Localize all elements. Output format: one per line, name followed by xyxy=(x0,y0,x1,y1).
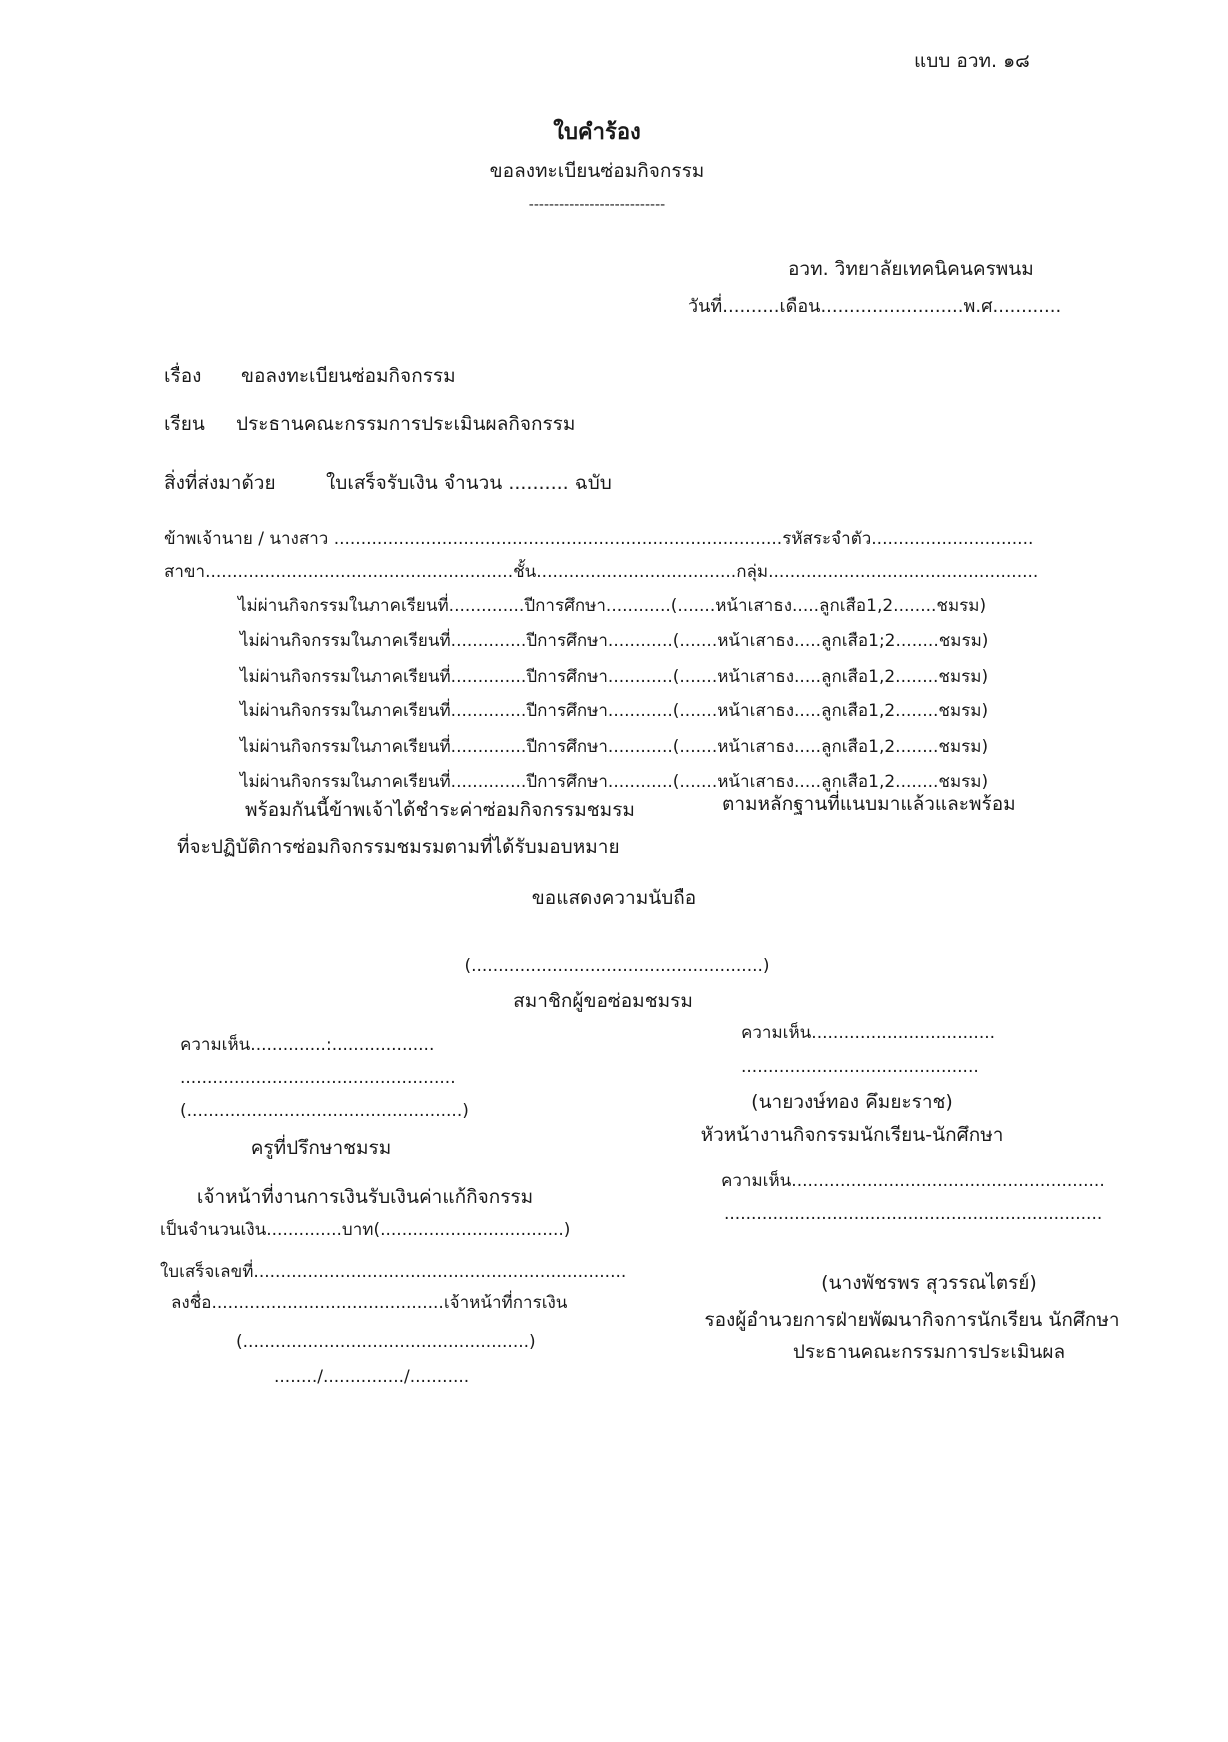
failed-activity-row[interactable]: ไม่ผ่านกิจกรรมในภาคเรียนที่..............ปีการศึกษา............(.......หน้าเสาธง.....ลูกเสือ1,2........ชมรม) xyxy=(238,596,987,616)
head-role: หัวหน้างานกิจกรรมนักเรียน-นักศึกษา xyxy=(700,1124,1004,1146)
advisor-opinion-line[interactable]: ................................................... xyxy=(180,1068,456,1088)
failed-activity-row[interactable]: ไม่ผ่านกิจกรรมในภาคเรียนที่..............ปีการศึกษา............(.......หน้าเสาธง.....ลูกเสือ1,2........ชมรม) xyxy=(240,772,989,792)
subject-value: ขอลงทะเบียนซ่อมกิจกรรม xyxy=(241,365,456,387)
applicant-role: สมาชิกผู้ขอซ่อมชมรม xyxy=(513,990,693,1012)
failed-activity-row[interactable]: ไม่ผ่านกิจกรรมในภาคเรียนที่..............ปีการศึกษา............(.......หน้าเสาธง.....ลูกเสือ1,2........ชมรม) xyxy=(240,667,989,687)
finance-date[interactable]: ......../.............../........... xyxy=(274,1367,470,1387)
organization: อวท. วิทยาลัยเทคนิคนครพนม xyxy=(788,258,1034,280)
head-opinion-line[interactable]: ............................................ xyxy=(741,1057,979,1077)
chair-name: (นางพัชรพร สุวรรณไตรย์) xyxy=(821,1272,1037,1294)
attachment-label: สิ่งที่ส่งมาด้วย xyxy=(164,472,276,494)
advisor-role: ครูที่ปรึกษาชมรม xyxy=(250,1137,392,1159)
advisor-opinion[interactable]: ความเห็น..............:................... xyxy=(180,1035,435,1055)
chair-role-2: ประธานคณะกรรมการประเมินผล xyxy=(792,1341,1066,1363)
statement-part-2: ตามหลักฐานที่แนบมาแล้วและพร้อม xyxy=(722,793,1016,815)
advisor-signature[interactable]: (...................................................) xyxy=(180,1101,469,1121)
attachment-value: ใบเสร็จรับเงิน จำนวน .......... ฉบับ xyxy=(326,472,612,494)
branch-field-line[interactable]: สาขา.........................................................ชั้น.....................................กลุ่ม.................................................. xyxy=(164,562,1039,582)
receipt-number-field[interactable]: ใบเสร็จเลขที่..................................................................... xyxy=(160,1262,627,1282)
finance-signed-field[interactable]: ลงชื่อ...........................................เจ้าหน้าที่การเงิน xyxy=(171,1293,568,1313)
applicant-signature[interactable]: (......................................................) xyxy=(464,956,770,976)
to-value: ประธานคณะกรรมการประเมินผลกิจกรรม xyxy=(236,413,576,435)
statement-part-1: พร้อมกันนี้ข้าพเจ้าได้ชำระค่าซ่อมกิจกรรมชมรม xyxy=(245,799,635,821)
statement-part-3: ที่จะปฏิบัติการซ่อมกิจกรรมชมรมตามที่ได้รับมอบหมาย xyxy=(177,836,620,858)
name-field-line[interactable]: ข้าพเจ้านาย / นางสาว ...................................................................................รหัสระจำตัว.............................. xyxy=(164,529,1034,549)
to-label: เรียน xyxy=(164,413,205,435)
failed-activity-row[interactable]: ไม่ผ่านกิจกรรมในภาคเรียนที่..............ปีการศึกษา............(.......หน้าเสาธง.....ลูกเสือ1,2........ชมรม) xyxy=(240,737,989,757)
separator: --------------------------- xyxy=(528,197,666,213)
chair-opinion[interactable]: ความเห็น.......................................................... xyxy=(721,1171,1105,1191)
head-opinion[interactable]: ความเห็น.................................. xyxy=(741,1023,996,1043)
closing: ขอแสดงความนับถือ xyxy=(531,887,697,909)
form-title: ใบคำร้อง xyxy=(553,120,641,145)
failed-activity-row[interactable]: ไม่ผ่านกิจกรรมในภาคเรียนที่..............ปีการศึกษา............(.......หน้าเสาธง.....ลูกเสือ1,2........ชมรม) xyxy=(240,701,989,721)
chair-opinion-line[interactable]: ...................................................................... xyxy=(724,1204,1103,1224)
form-subtitle: ขอลงทะเบียนซ่อมกิจกรรม xyxy=(489,160,705,182)
subject-label: เรื่อง xyxy=(164,365,202,387)
finance-signature[interactable]: (.....................................................) xyxy=(236,1332,536,1352)
finance-title: เจ้าหน้าที่งานการเงินรับเงินค่าแก้กิจกรรม xyxy=(196,1186,534,1208)
form-code: แบบ อวท. ๑๘ xyxy=(914,50,1030,72)
amount-field[interactable]: เป็นจำนวนเงิน..............บาท(..................................) xyxy=(160,1220,571,1240)
date-line: วันที่..........เดือน.........................พ.ศ............ xyxy=(688,296,1062,317)
head-name: (นายวงษ์ทอง คึมยะราช) xyxy=(751,1091,953,1113)
chair-role-1: รองผู้อำนวยการฝ่ายพัฒนากิจการนักเรียน นักศึกษา xyxy=(704,1309,1120,1331)
failed-activity-row[interactable]: ไม่ผ่านกิจกรรมในภาคเรียนที่..............ปีการศึกษา............(.......หน้าเสาธง.....ลูกเสือ1;2........ชมรม) xyxy=(240,631,989,651)
